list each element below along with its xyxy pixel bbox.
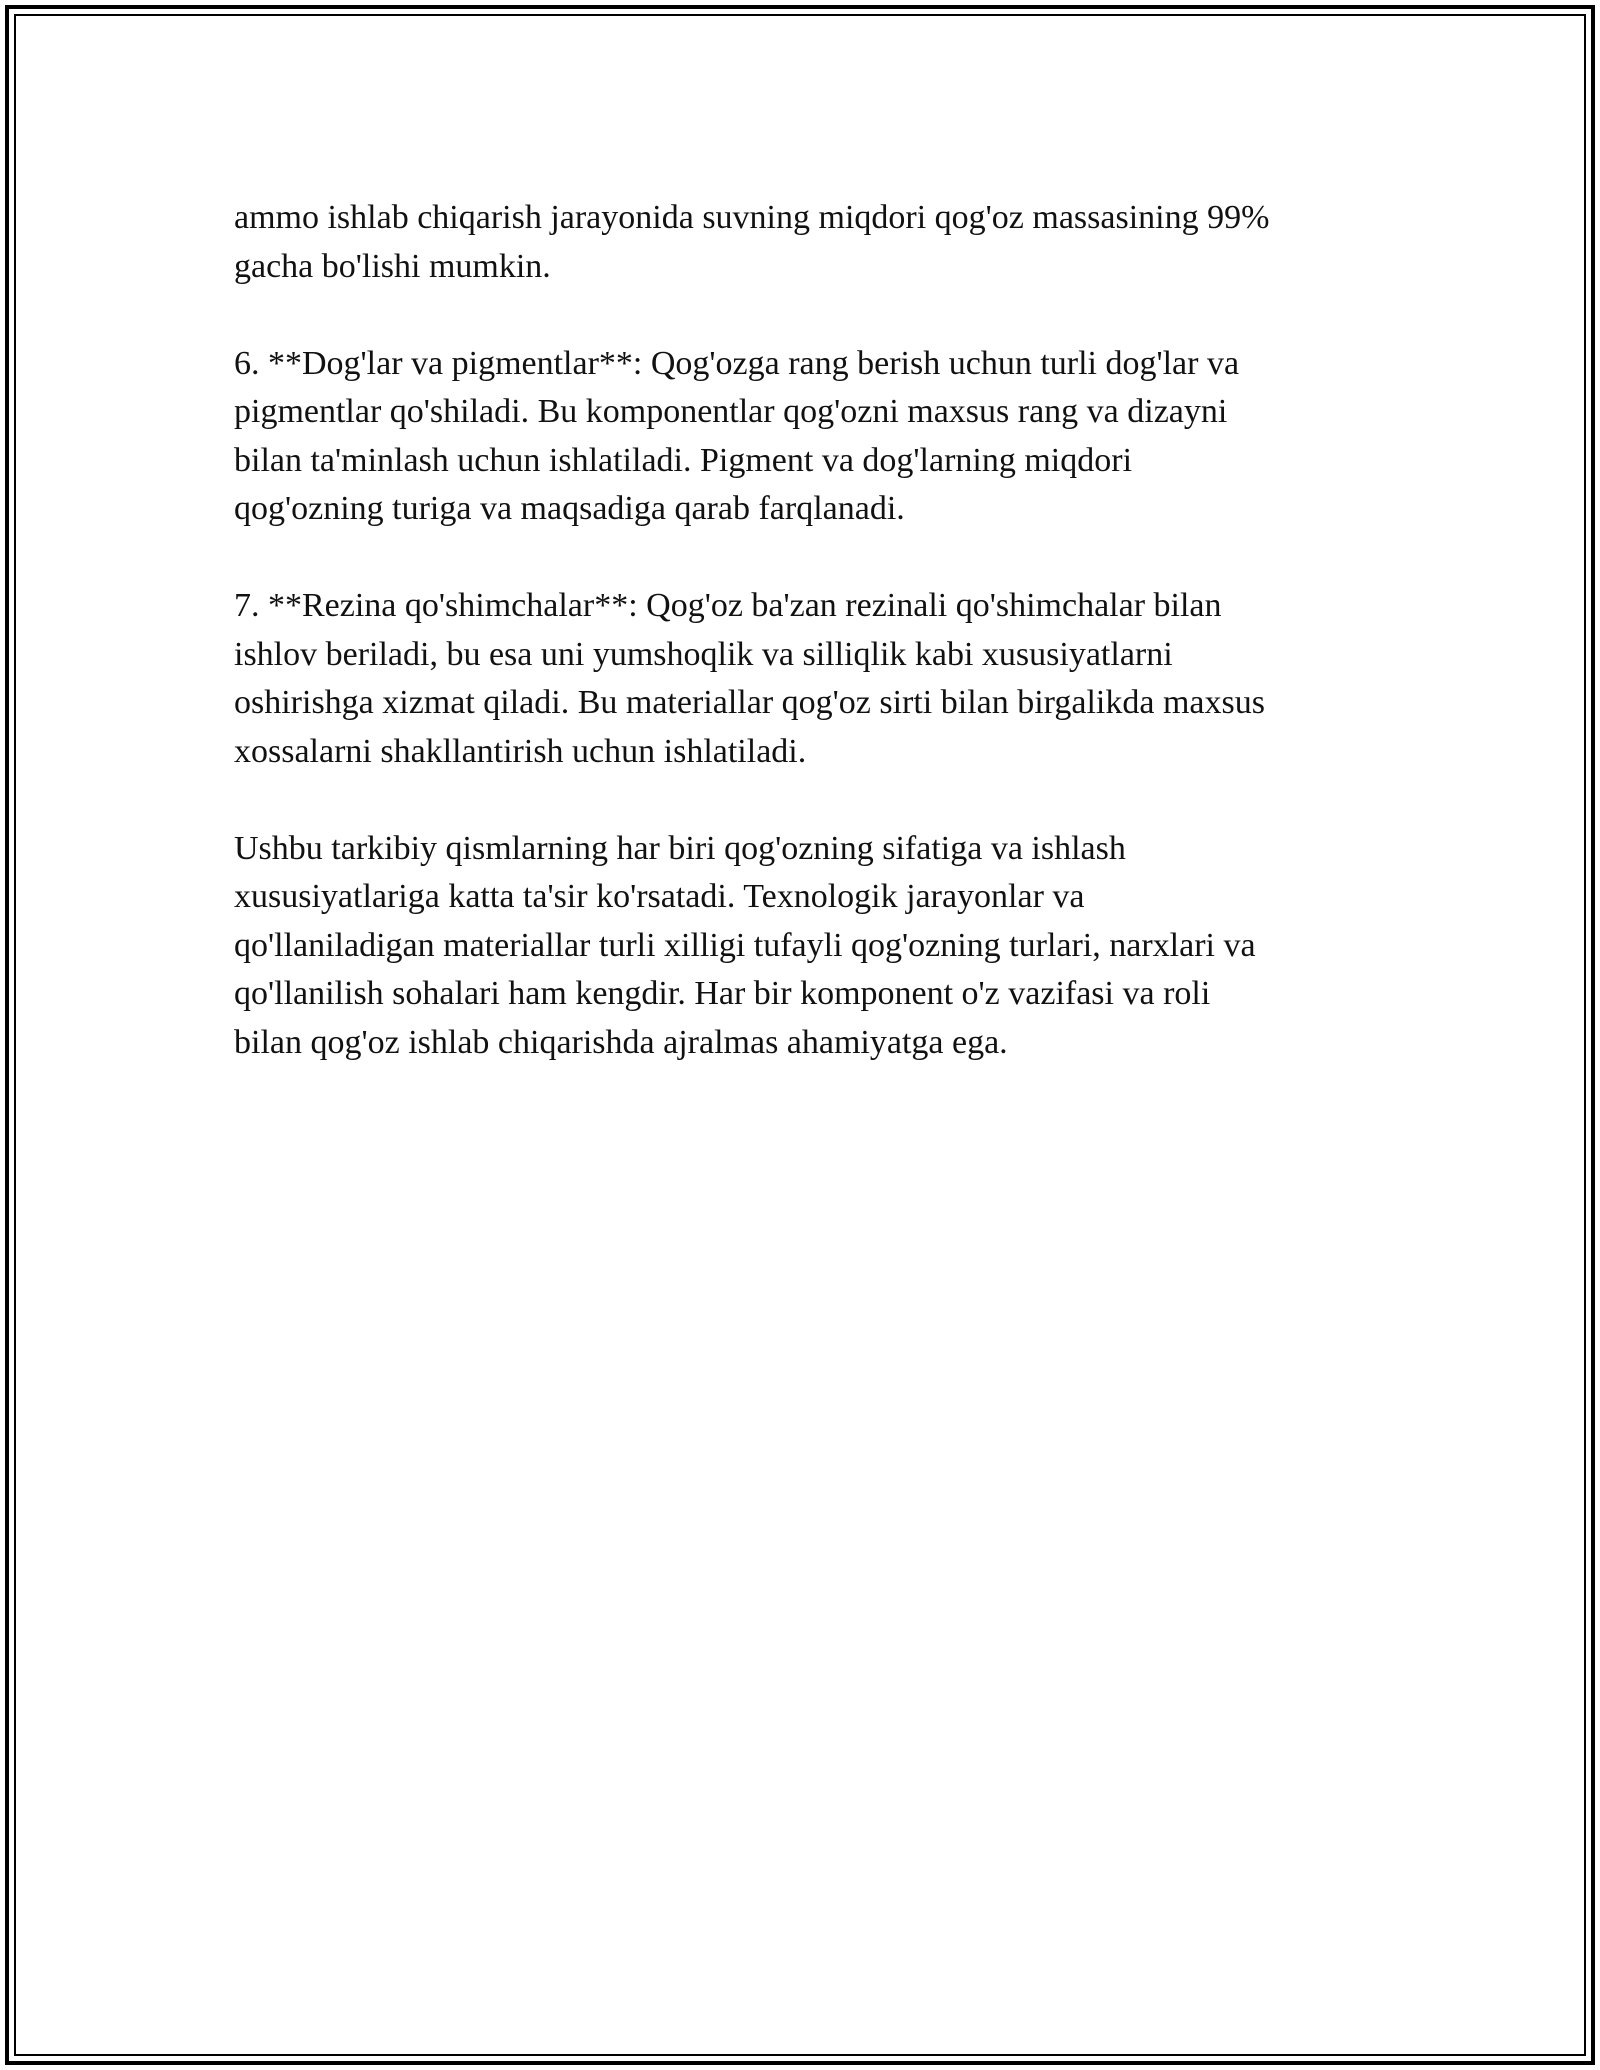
text-line: ishlov beriladi, bu esa uni yumshoqlik va silliqlik kabi xususiyatlarni: [234, 635, 1173, 673]
text-line: xususiyatlariga katta ta'sir ko'rsatadi. Texnologik jarayonlar va: [234, 878, 1085, 915]
text-line: bilan qog'oz ishlab chiqarishda ajralmas ahamiyatga ega.: [234, 1023, 1008, 1061]
text-line: xossalarni shakllantirish uchun ishlatiladi.: [234, 732, 807, 770]
paragraph-rubber-additives: [234, 582, 1384, 776]
text-line: oshirishga xizmat qiladi. Bu materiallar qog'oz sirti bilan birgalikda maxsus: [234, 684, 1265, 721]
paragraph-dyes-pigments: [234, 340, 1384, 534]
text-line: gacha bo'lishi mumkin.: [234, 247, 551, 285]
text-line: pigmentlar qo'shiladi. Bu komponentlar qog'ozni maxsus rang va dizayni: [234, 393, 1228, 430]
paragraph-conclusion: [234, 825, 1384, 1068]
text-line: qo'llanilish sohalari ham kengdir. Har bir komponent o'z vazifasi va roli: [234, 975, 1211, 1012]
text-line: bilan ta'minlash uchun ishlatiladi. Pigment va dog'larning miqdori: [234, 441, 1133, 479]
text-line: 6. **Dog'lar va pigmentlar**: Qog'ozga rang berish uchun turli dog'lar va: [234, 344, 1240, 382]
document-body: [234, 194, 1384, 1067]
text-line: 7. **Rezina qo'shimchalar**: Qog'oz ba'zan rezinali qo'shimchalar bilan: [234, 587, 1222, 624]
text-line: qog'ozning turiga va maqsadiga qarab farqlanadi.: [234, 490, 905, 527]
text-line: Ushbu tarkibiy qismlarning har biri qog'ozning sifatiga va ishlash: [234, 829, 1126, 867]
text-line: qo'llaniladigan materiallar turli xilligi tufayli qog'ozning turlari, narxlari va: [234, 926, 1256, 964]
text-line: ammo ishlab chiqarish jarayonida suvning miqdori qog'oz massasining 99%: [234, 199, 1270, 236]
document-page: [5, 5, 1595, 2065]
paragraph-water-content: [234, 194, 1384, 291]
